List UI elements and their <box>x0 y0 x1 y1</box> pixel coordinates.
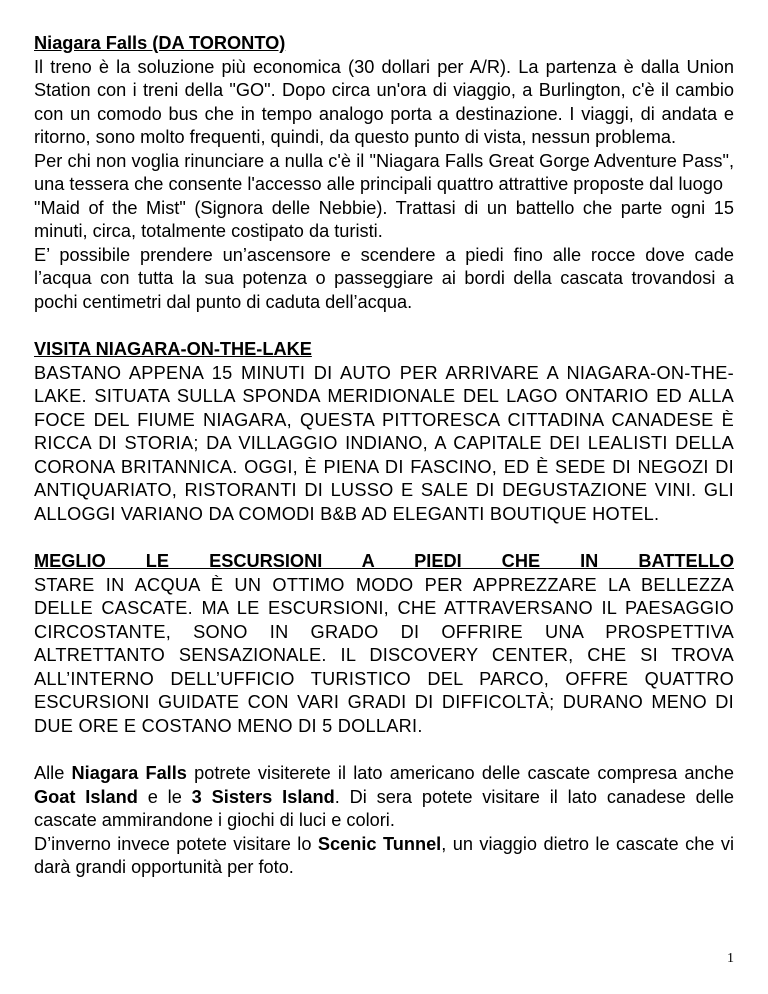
bold-niagara-falls: Niagara Falls <box>71 763 187 783</box>
paragraph-visite-inverno: D’inverno invece potete visitare lo Scenic Tunnel, un viaggio dietro le cascate che vi darà grandi opportunità per foto. <box>34 833 734 877</box>
paragraph-visite-estate: Alle Niagara Falls potrete visiterete il lato americano delle cascate compresa anche Goat Island e le 3 Sisters Island. Di sera potete visitare il lato canadese delle cascate ammirandone i giochi di luci e colori. <box>34 763 735 830</box>
section-visite <box>34 762 734 880</box>
section-niagara-falls <box>34 32 734 314</box>
page-number: 1 <box>727 951 734 966</box>
bold-scenic-tunnel: Scenic Tunnel <box>317 833 442 854</box>
section-title-niagara-falls: Niagara Falls (DA TORONTO) <box>34 33 286 53</box>
section-title-escursioni: MEGLIO LE ESCURSIONI A PIEDI CHE IN BATTELLO <box>34 551 734 571</box>
section-escursioni <box>34 550 734 738</box>
paragraph-escursioni: STARE IN ACQUA È UN OTTIMO MODO PER APPREZZARE LA BELLEZZA DELLE CASCATE. MA LE ESCURSIONI, CHE ATTRAVERSANO IL PAESAGGIO CIRCOSTANTE, SONO IN GRADO DI OFFRIRE UNA PROSPETTIVA ALTRETTANTO SENSAZIONALE. IL DISCOVERY CENTER, CHE SI TROVA ALL’INTERNO DELL’UFFICIO TURISTICO DEL PARCO, OFFRE QUATTRO ESCURSIONI GUIDATE CON VARI GRADI DI DIFFICOLTÀ; DURANO MENO DI DUE ORE E COSTANO MENO DI 5 DOLLARI. <box>34 574 734 736</box>
bold-3-sisters-island: 3 Sisters Island <box>191 786 335 807</box>
section-title-niagara-on-the-lake: VISITA NIAGARA-ON-THE-LAKE <box>34 339 312 359</box>
paragraph-adventure-pass: Per chi non voglia rinunciare a nulla c'è il "Niagara Falls Great Gorge Adventure Pass", una tessera che consente l'accesso alle principali quattro attrattive proposte dal luogo <box>34 150 734 194</box>
paragraph-maid-of-the-mist: "Maid of the Mist" (Signora delle Nebbie). Trattasi di un battello che parte ogni 15 minuti, circa, totalmente costipato da turisti. <box>34 197 734 241</box>
section-niagara-on-the-lake <box>34 338 734 526</box>
paragraph-elevator: E’ possibile prendere un’ascensore e scendere a piedi fino alle rocce dove cade l’acqua con tutta la sua potenza o passeggiare ai bordi della cascata trovandosi a pochi centimetri dal punto di caduta dell’acqua. <box>34 244 734 312</box>
paragraph-niagara-on-the-lake: BASTANO APPENA 15 MINUTI DI AUTO PER ARRIVARE A NIAGARA-ON-THE-LAKE. SITUATA SULLA SPONDA MERIDIONALE DEL LAGO ONTARIO ED ALLA FOCE DEL FIUME NIAGARA, QUESTA PITTORESCA CITTADINA CANADESE È RICCA DI STORIA; DA VILLAGGIO INDIANO, A CAPITALE DEI LEALISTI DELLA CORONA BRITANNICA. OGGI, È PIENA DI FASCINO, ED È SEDE DI NEGOZI DI ANTIQUARIATO, RISTORANTI DI LUSSO E SALE DI DEGUSTAZIONE VINI. GLI ALLOGGI VARIANO DA COMODI B&B AD ELEGANTI BOUTIQUE HOTEL. <box>34 362 734 524</box>
paragraph-train: Il treno è la soluzione più economica (30 dollari per A/R). La partenza è dalla Union Station con i treni della "GO". Dopo circa un'ora di viaggio, a Burlington, c'è il cambio con un comodo bus che in tempo analogo porta a destinazione. I viaggi, di andata e ritorno, sono molto frequenti, quindi, da questo punto di vista, nessun problema. <box>34 56 734 147</box>
document-page <box>34 32 734 880</box>
bold-goat-island: Goat Island <box>34 786 138 807</box>
